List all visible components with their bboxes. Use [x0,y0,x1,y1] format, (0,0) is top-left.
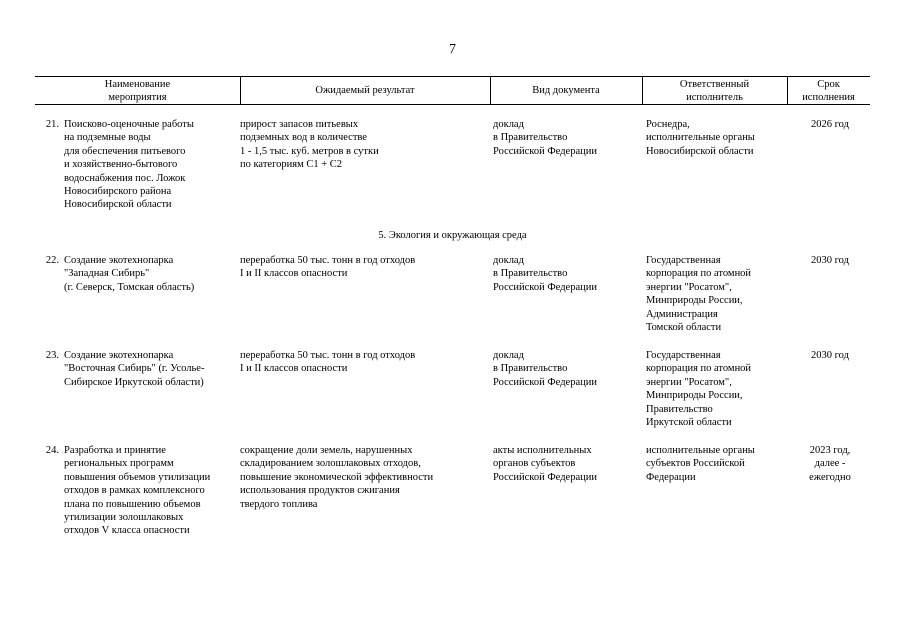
expected-result: переработка 50 тыс. тонн в год отходов I и II классов опасности [240,255,416,280]
responsible-executor: Роснедра, исполнительные органы Новосибирской области [646,119,755,157]
row-number: 23. [45,350,59,361]
header-term: Срок исполнения [802,78,855,103]
responsible-executor: Государственная корпорация по атомной энергии "Росатом", Минприроды России, Администрация Томской области [646,255,752,334]
event-name: Разработка и принятие региональных программ повышения объемов утилизации отходов в рамках комплексного плана по повышению объемов утилизации золошлаковых отходов V класса опасности [64,445,211,537]
event-name: Поисково-оценочные работы на подземные воды для обеспечения питьевого и хозяйственно-бытового водоснабжения пос. Ложок Новосибирского района Новосибирской области [64,119,194,211]
deadline: 2030 год [811,255,849,266]
section-title: 5. Экология и окружающая среда [378,230,527,241]
page-number: 7 [449,42,456,57]
header-exec: Ответственный исполнитель [679,78,750,103]
deadline: 2030 год [811,350,849,361]
expected-result: прирост запасов питьевых подземных вод в количестве 1 - 1,5 тыс. куб. метров в сутки по категориям С1 + С2 [240,119,379,171]
header-doc: Вид документа [532,85,600,97]
document-type: доклад в Правительство Российской Федерации [493,119,597,157]
header-result: Ожидаемый результат [315,85,415,97]
expected-result: сокращение доли земель, нарушенных складированием золошлаковых отходов, повышение экономической эффективности использования продуктов сжигания твердого топлива [240,445,434,510]
event-name: Создание экотехнопарка "Восточная Сибирь" (г. Усолье- Сибирское Иркутской области) [64,350,205,388]
expected-result: переработка 50 тыс. тонн в год отходов I и II классов опасности [240,350,416,375]
event-name: Создание экотехнопарка "Западная Сибирь" (г. Северск, Томская область) [64,255,195,293]
responsible-executor: исполнительные органы субъектов Российской Федерации [646,445,755,483]
row-number: 22. [45,255,59,266]
deadline: 2026 год [811,119,849,130]
document-type: акты исполнительных органов субъектов Российской Федерации [493,445,597,483]
responsible-executor: Государственная корпорация по атомной энергии "Росатом", Минприроды России, Правительство Иркутской области [646,350,752,429]
row-number: 21. [45,119,59,130]
document-type: доклад в Правительство Российской Федерации [493,255,597,293]
header-name: Наименование мероприятия [104,78,171,103]
row-number: 24. [45,445,59,456]
document-type: доклад в Правительство Российской Федерации [493,350,597,388]
deadline: 2023 год, далее - ежегодно [809,445,851,483]
